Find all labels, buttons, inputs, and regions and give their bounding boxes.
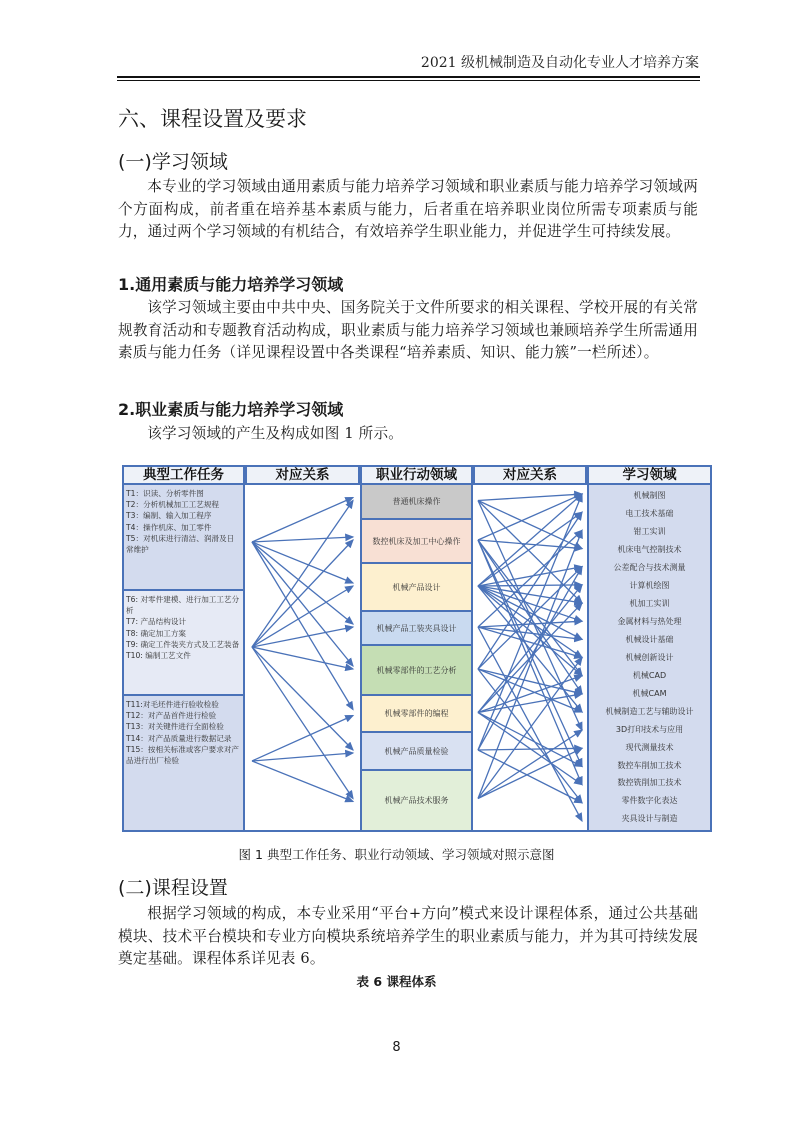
learning-area-item: 机床电气控制技术	[617, 545, 682, 555]
header-rule	[117, 76, 700, 78]
learning-area-item: 数控车削加工技术	[617, 760, 682, 770]
action-to-learning-arrow	[478, 658, 582, 799]
heading-professional-quality: 2.职业素质与能力培养学习领域	[118, 400, 344, 419]
task-item: T12：对产品首件进行检验	[126, 711, 217, 721]
section-heading: 六、课程设置及要求	[118, 107, 307, 131]
relation-arrows	[120, 465, 713, 832]
learning-area-item: 现代测量技术	[625, 742, 674, 752]
task-to-action-arrow	[252, 542, 353, 666]
learning-area-item: 金属材料与热处理	[617, 617, 682, 627]
column-header-actions: 职业行动领域	[360, 465, 473, 485]
action-area: 普通机床操作	[362, 485, 471, 520]
learning-area-item: 钳工实训	[633, 527, 666, 537]
task-item: T8: 确定加工方案	[126, 628, 187, 638]
learning-area-item: 电工技术基础	[625, 509, 674, 519]
action-to-learning-arrow	[478, 540, 582, 694]
learning-area-item: 机械创新设计	[625, 652, 674, 662]
task-item: T14：对产品质量进行数据记录	[126, 733, 232, 743]
learning-area-item: 机械CAM	[632, 688, 667, 698]
task-item: T4：操作机床、加工零件	[126, 522, 212, 532]
task-item: T9: 确定工件装夹方式及工艺装备	[126, 639, 240, 649]
figure-mapping-diagram	[120, 465, 713, 832]
action-to-learning-arrow	[478, 585, 582, 586]
learning-area-item: 机加工实训	[629, 599, 670, 609]
column-header-learning: 学习领域	[587, 465, 712, 485]
header-rule-thin	[117, 80, 700, 81]
task-to-action-arrow	[252, 537, 353, 542]
action-to-learning-arrow	[478, 669, 582, 803]
action-to-learning-arrow	[478, 512, 582, 586]
task-to-action-arrow	[252, 761, 353, 802]
learning-area-item: 零件数字化表达	[621, 796, 678, 806]
learning-area-item: 计算机绘图	[629, 581, 670, 591]
column-header-relation-1: 对应关系	[245, 465, 360, 485]
action-area: 机械产品工装夹具设计	[362, 612, 471, 646]
task-to-action-arrow	[252, 542, 353, 583]
task-to-action-arrow	[252, 586, 353, 647]
subsection-heading-course-setup: (二)课程设置	[118, 877, 228, 899]
task-item: T15：按相关标准或客户要求对产品进行出厂检验	[126, 744, 240, 766]
learning-area-item: 3D打印技术与应用	[615, 724, 684, 734]
task-item: T2：分析机械加工工艺规程	[126, 500, 219, 510]
task-to-action-arrow	[252, 627, 353, 647]
figure-caption: 图 1 典型工作任务、职业行动领域、学习领域对照示意图	[238, 847, 555, 862]
task-item: T7: 产品结构设计	[126, 617, 187, 627]
task-item: T10: 编制工艺文件	[126, 651, 191, 661]
action-to-learning-arrow	[478, 730, 582, 798]
column-header-tasks: 典型工作任务	[122, 465, 245, 485]
learning-area-item: 公差配合与技术测量	[613, 563, 686, 573]
learning-area-item: 机械CAD	[632, 670, 667, 680]
paragraph-figure-ref: 该学习领域的产生及构成如图 1 所示。	[147, 425, 404, 442]
action-to-learning-arrow	[478, 501, 582, 604]
learning-area-item: 夹具设计与制造	[621, 814, 678, 824]
task-to-action-arrow	[252, 498, 353, 543]
learning-area-item: 机械制造工艺与辅助设计	[605, 706, 694, 716]
action-area: 机械产品技术服务	[362, 771, 471, 830]
action-area: 机械产品设计	[362, 564, 471, 612]
paragraph-course-setup: 根据学习领域的构成，本专业采用“平台+方向”模式来设计课程体系，通过公共基础模块、技术平台模块和专业方向模块系统培养学生的职业素质与能力，并为其可持续发展奠定基础。课程体系详见表 6。	[118, 905, 698, 967]
running-header: 2021 级机械制造及自动化专业人才培养方案	[420, 55, 699, 71]
action-area: 数控机床及加工中心操作	[362, 520, 471, 564]
learning-area-item: 机械设计基础	[625, 634, 674, 644]
task-to-action-arrow	[252, 647, 353, 750]
task-item: T1：识读、分析零件图	[126, 489, 204, 498]
paragraph-general-quality: 该学习领域主要由中共中央、国务院关于文件所要求的相关课程、学校开展的有关常规教育活动和专题教育活动构成，职业素质与能力培养学习领域也兼顾培养学生所需通用素质与能力任务（详见课程设置中各类课程“培养素质、知识、能力簇”一栏所述）。	[118, 299, 698, 361]
paragraph-learning-areas: 本专业的学习领域由通用素质与能力培养学习领域和职业素质与能力培养学习领域两个方面构成，前者重在培养基本素质与能力，后者重在培养职业岗位所需专项素质与能力，通过两个学习领域的有机结合，有效培养学生职业能力，并促进学生可持续发展。	[118, 178, 698, 240]
heading-general-quality: 1.通用素质与能力培养学习领域	[118, 275, 344, 294]
task-item: T5：对机床进行清洁、润滑及日常维护	[126, 533, 235, 555]
table-caption: 表 6 课程体系	[356, 974, 437, 989]
task-item: T3：编制、输入加工程序	[126, 511, 212, 521]
subsection-heading-learning-areas: (一)学习领域	[118, 151, 228, 173]
task-to-action-arrow	[252, 540, 353, 647]
task-item: T13：对关键件进行全面检验	[126, 722, 224, 732]
task-to-action-arrow	[252, 647, 353, 669]
page-number: 8	[392, 1040, 401, 1055]
action-to-learning-arrow	[478, 627, 582, 639]
learning-area-item: 数控铣削加工技术	[617, 778, 682, 788]
action-area: 机械零部件的编程	[362, 696, 471, 733]
task-item: T11:对毛坯件进行验收检验	[126, 700, 219, 709]
action-to-learning-arrow	[478, 748, 582, 750]
column-header-relation-2: 对应关系	[473, 465, 587, 485]
action-to-learning-arrow	[478, 494, 582, 500]
action-area: 机械零部件的工艺分析	[362, 646, 471, 696]
learning-area-item: 机械制图	[633, 491, 666, 501]
task-item: T6: 对零件建模、进行加工工艺分析	[126, 595, 240, 616]
task-to-action-arrow	[252, 542, 353, 624]
action-area: 机械产品质量检验	[362, 733, 471, 771]
